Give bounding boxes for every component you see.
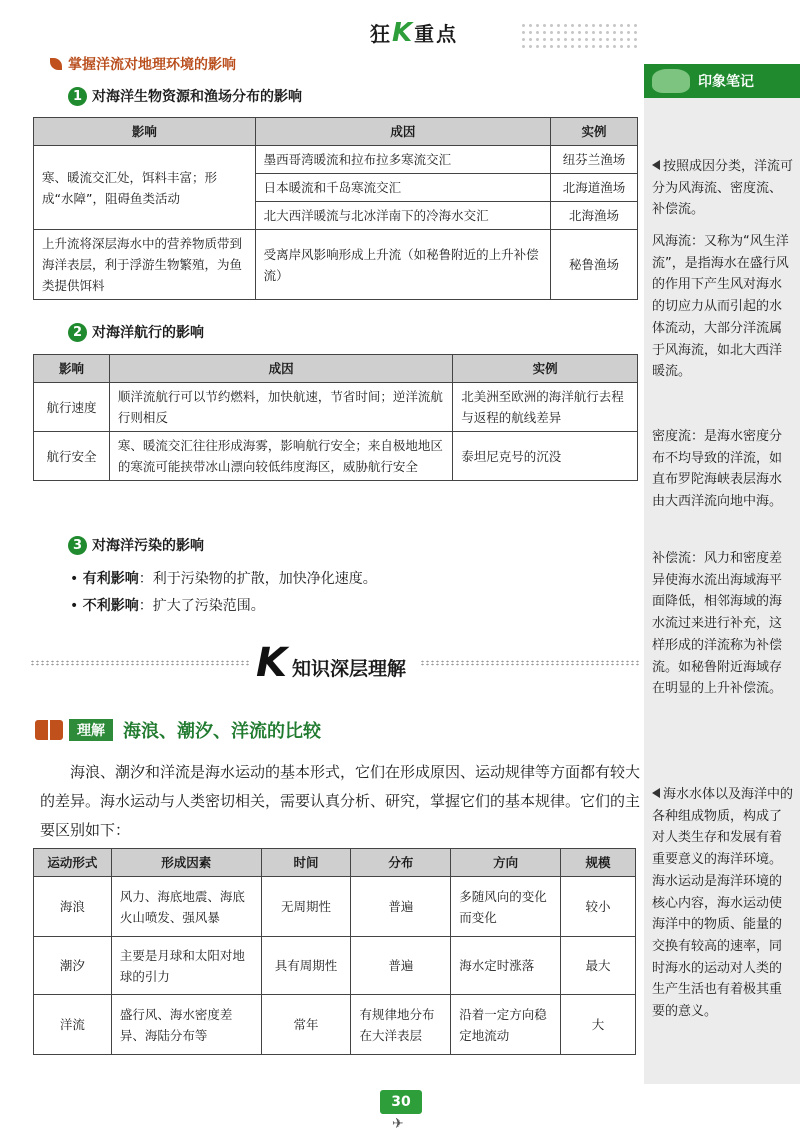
- table-row: [34, 230, 638, 300]
- dotted-divider-left: [30, 660, 250, 666]
- note-block-2: [652, 231, 794, 383]
- navigation-table: [33, 354, 638, 481]
- distribution-cell: 普遍: [351, 937, 451, 995]
- book-icon: [35, 720, 63, 740]
- direction-cell: 多随风向的变化而变化: [451, 877, 561, 937]
- col-header-factor: 形成因素: [111, 849, 261, 877]
- col-header-distribution: 分布: [351, 849, 451, 877]
- elephant-icon: [652, 69, 690, 93]
- note-text: 密度流：是海水密度分布不均导致的洋流，如直布罗陀海峡表层海水由大西洋流向地中海。: [652, 429, 783, 510]
- direction-cell: 海水定时涨落: [451, 937, 561, 995]
- time-cell: 具有周期性: [261, 937, 351, 995]
- comparison-table: [33, 848, 636, 1055]
- factor-cell: 风力、海底地震、海底火山喷发、强风暴: [111, 877, 261, 937]
- knowledge-banner: [30, 640, 640, 690]
- example-cell: 纽芬兰渔场: [551, 146, 638, 174]
- cause-cell: 北大西洋暖流与北冰洋南下的冷海水交汇: [255, 202, 550, 230]
- subheading-2-title: 对海洋航行的影响: [92, 325, 204, 341]
- col-header-example: 实例: [551, 118, 638, 146]
- example-cell: 秘鲁渔场: [551, 230, 638, 300]
- subheading-1: [68, 86, 302, 106]
- col-header-effect: 影响: [34, 355, 110, 383]
- effect-cell: 航行速度: [34, 383, 110, 432]
- cause-cell: 日本暖流和千岛寒流交汇: [255, 174, 550, 202]
- leaf-icon: [50, 58, 62, 70]
- subheading-2: [68, 322, 204, 342]
- bird-icon: ✈: [392, 1116, 404, 1132]
- table-row: [34, 432, 638, 481]
- effect-cell: 上升流将深层海水中的营养物质带到海洋表层，利于浮游生物繁殖，为鱼类提供饵料: [34, 230, 256, 300]
- list-item: • 有利影响：利于污染物的扩散，加快净化速度。: [70, 571, 377, 587]
- col-header-scale: 规模: [561, 849, 636, 877]
- notes-sidebar: [644, 64, 800, 1084]
- bullet-text: ：扩大了污染范围。: [138, 598, 265, 614]
- intro-paragraph: 海浪、潮汐和洋流是海水运动的基本形式，它们在形成原因、运动规律等方面都有较大的差异。海水运动与人类密切相关，需要认真分析、研究，掌握它们的基本规律。它们的主要区别如下：: [40, 763, 641, 839]
- scale-cell: 最大: [561, 937, 636, 995]
- number-badge-2: 2: [68, 323, 87, 342]
- subheading-1-title: 对海洋生物资源和渔场分布的影响: [92, 89, 302, 105]
- scale-cell: 较小: [561, 877, 636, 937]
- pollution-bullets: [70, 566, 377, 620]
- understand-tag: 理解: [69, 719, 113, 741]
- form-cell: 海浪: [34, 877, 112, 937]
- understand-title: 海浪、潮汐、洋流的比较: [123, 721, 321, 742]
- header-title-pre: 狂: [370, 22, 392, 46]
- col-header-direction: 方向: [451, 849, 561, 877]
- col-header-example: 实例: [453, 355, 638, 383]
- triangle-marker-icon: [652, 788, 660, 798]
- direction-cell: 沿着一定方向稳定地流动: [451, 995, 561, 1055]
- effect-cell: 航行安全: [34, 432, 110, 481]
- factor-cell: 主要是月球和太阳对地球的引力: [111, 937, 261, 995]
- form-cell: 潮汐: [34, 937, 112, 995]
- cause-cell: 寒、暖流交汇往往形成海雾，影响航行安全；来自极地地区的寒流可能挟带冰山漂向较低纬度海区，威胁航行安全: [109, 432, 452, 481]
- distribution-cell: 普遍: [351, 877, 451, 937]
- bullet-text: ：利于污染物的扩散，加快净化速度。: [138, 571, 377, 587]
- page-number: 30: [380, 1090, 422, 1114]
- cause-cell: 顺洋流航行可以节约燃料，加快航速，节省时间；逆洋流航行则相反: [109, 383, 452, 432]
- cause-cell: 受离岸风影响形成上升流（如秘鲁附近的上升补偿流）: [255, 230, 550, 300]
- col-header-form: 运动形式: [34, 849, 112, 877]
- form-cell: 洋流: [34, 995, 112, 1055]
- banner-title: 知识深层理解: [292, 658, 407, 680]
- note-block-1: [652, 156, 794, 221]
- table-header-row: [34, 355, 638, 383]
- note-text: 按照成因分类，洋流可分为风海流、密度流、补偿流。: [652, 159, 794, 218]
- col-header-cause: 成因: [255, 118, 550, 146]
- understand-heading: [35, 717, 321, 743]
- subheading-3-title: 对海洋污染的影响: [92, 538, 204, 554]
- header-k-logo: K: [392, 18, 415, 48]
- number-badge-1: 1: [68, 87, 87, 106]
- factor-cell: 盛行风、海水密度差异、海陆分布等: [111, 995, 261, 1055]
- header-title: [370, 18, 458, 48]
- header-dot-pattern: [520, 22, 640, 52]
- dotted-divider-right: [420, 660, 640, 666]
- number-badge-3: 3: [68, 536, 87, 555]
- col-header-cause: 成因: [109, 355, 452, 383]
- sidebar-title: 印象笔记: [698, 74, 754, 90]
- note-text: 补偿流：风力和密度差异使海水流出海域海平面降低，相邻海域的海水流过来进行补充，这样形成的洋流称为补偿流。如秘鲁附近海域存在明显的上升补偿流。: [652, 551, 783, 697]
- page-header: [0, 8, 800, 48]
- distribution-cell: 有规律地分布在大洋表层: [351, 995, 451, 1055]
- table-row: [34, 383, 638, 432]
- sidebar-header: [644, 64, 800, 98]
- note-text: 风海流：又称为“风生洋流”，是指海水在盛行风的作用下产生风对海水的切应力从而引起的水体流动，大部分洋流属于风海流，如北大西洋暖流。: [652, 234, 789, 380]
- example-cell: 北海道渔场: [551, 174, 638, 202]
- note-text: 海水水体以及海洋中的各种组成物质，构成了对人类生存和发展有着重要意义的海洋环境。海水运动是海洋环境的核心内容，海水运动使海洋中的物质、能量的交换有较高的速率，同时海水的运动对人类的生产生活也有着极其重要的意义。: [652, 787, 794, 1020]
- section-title: 掌握洋流对地理环境的影响: [68, 57, 236, 73]
- subheading-3: [68, 535, 204, 555]
- scale-cell: 大: [561, 995, 636, 1055]
- list-item: • 不利影响：扩大了污染范围。: [70, 598, 265, 614]
- header-title-post: 重点: [414, 22, 459, 46]
- table-row: [34, 995, 636, 1055]
- col-header-effect: 影响: [34, 118, 256, 146]
- fishery-table: [33, 117, 638, 300]
- banner-k-logo: K: [256, 640, 287, 686]
- example-cell: 泰坦尼克号的沉没: [453, 432, 638, 481]
- effect-cell: 寒、暖流交汇处，饵料丰富；形成“水障”，阻碍鱼类活动: [34, 146, 256, 230]
- table-row: [34, 877, 636, 937]
- example-cell: 北海渔场: [551, 202, 638, 230]
- bullet-label: 有利影响: [82, 571, 139, 587]
- time-cell: 常年: [261, 995, 351, 1055]
- note-block-3: [652, 426, 794, 513]
- note-block-5: [652, 784, 794, 1023]
- table-row: [34, 937, 636, 995]
- time-cell: 无周期性: [261, 877, 351, 937]
- bullet-label: 不利影响: [82, 598, 139, 614]
- table-header-row: [34, 118, 638, 146]
- col-header-time: 时间: [261, 849, 351, 877]
- cause-cell: 墨西哥湾暖流和拉布拉多寒流交汇: [255, 146, 550, 174]
- section-heading: [50, 54, 236, 74]
- table-header-row: [34, 849, 636, 877]
- triangle-marker-icon: [652, 160, 660, 170]
- example-cell: 北美洲至欧洲的海洋航行去程与返程的航线差异: [453, 383, 638, 432]
- table-row: [34, 146, 638, 174]
- note-block-4: [652, 548, 794, 700]
